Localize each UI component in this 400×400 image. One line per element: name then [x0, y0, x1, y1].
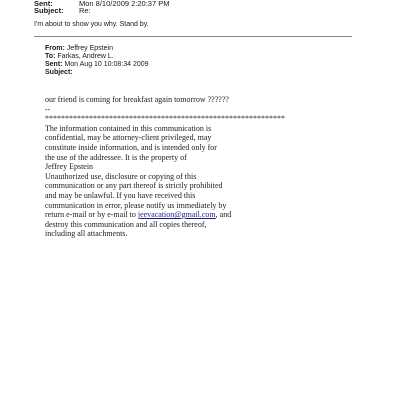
message-body: [45, 95, 365, 239]
top-sent-label: Sent:: [34, 0, 53, 8]
top-sent-value: Mon 8/10/2009 2:20:37 PM: [79, 0, 170, 8]
subject-row: [45, 69, 365, 77]
disclaimer-line: communication in error, please notify us immediately by: [45, 200, 227, 210]
disclaimer-line: Unauthorized use, disclosure or copying of this: [45, 171, 197, 181]
disclaimer-line: the use of the addressee. It is the property of: [45, 152, 187, 162]
disclaimer-line: and may be unlawful. If you have received this: [45, 190, 196, 200]
asterisk-rule: ************************************************************: [45, 114, 285, 124]
email-line-prefix: return e-mail or by e-mail to: [45, 210, 138, 220]
from-value: Jeffrey Epstein: [66, 45, 113, 52]
top-subject-label: Subject:: [34, 6, 64, 15]
disclaimer-line: destroy this communication and all copies thereof,: [45, 219, 207, 229]
divider: [34, 36, 352, 37]
disclaimer-line: confidential, may be attorney-client privileged, may: [45, 133, 212, 143]
disclaimer-line: Jeffrey Epstein: [45, 162, 94, 172]
top-subject-value: Re:: [79, 6, 91, 15]
email-line-suffix: , and: [215, 210, 232, 220]
disclaimer-line: The information contained in this communication is: [45, 123, 212, 133]
from-label: From:: [45, 45, 65, 52]
disclaimer-line: communication or any part thereof is strictly prohibited: [45, 181, 223, 191]
sent-row: [45, 61, 365, 69]
disclaimer-email-line: [45, 210, 365, 220]
from-row: [45, 45, 365, 53]
email-link[interactable]: jeevacation@gmail.com: [137, 210, 216, 220]
sent-value: Mon Aug 10 10:08:34 2009: [64, 61, 149, 68]
reply-body: I'm about to show you why. Stand by.: [34, 21, 149, 28]
message-line: our friend is coming for breakfast again tomorrow ??????: [45, 95, 229, 104]
signature-separator: --: [45, 104, 51, 114]
disclaimer-line: including all attachments.: [45, 229, 128, 239]
to-label: To:: [45, 53, 56, 60]
subject-label: Subject:: [45, 69, 73, 76]
to-row: [45, 53, 365, 61]
forwarded-header: [45, 45, 365, 77]
to-value: Farkas, Andrew L.: [57, 53, 114, 60]
disclaimer-line: constitute inside information, and is intended only for: [45, 142, 217, 152]
sent-label: Sent:: [45, 61, 63, 68]
